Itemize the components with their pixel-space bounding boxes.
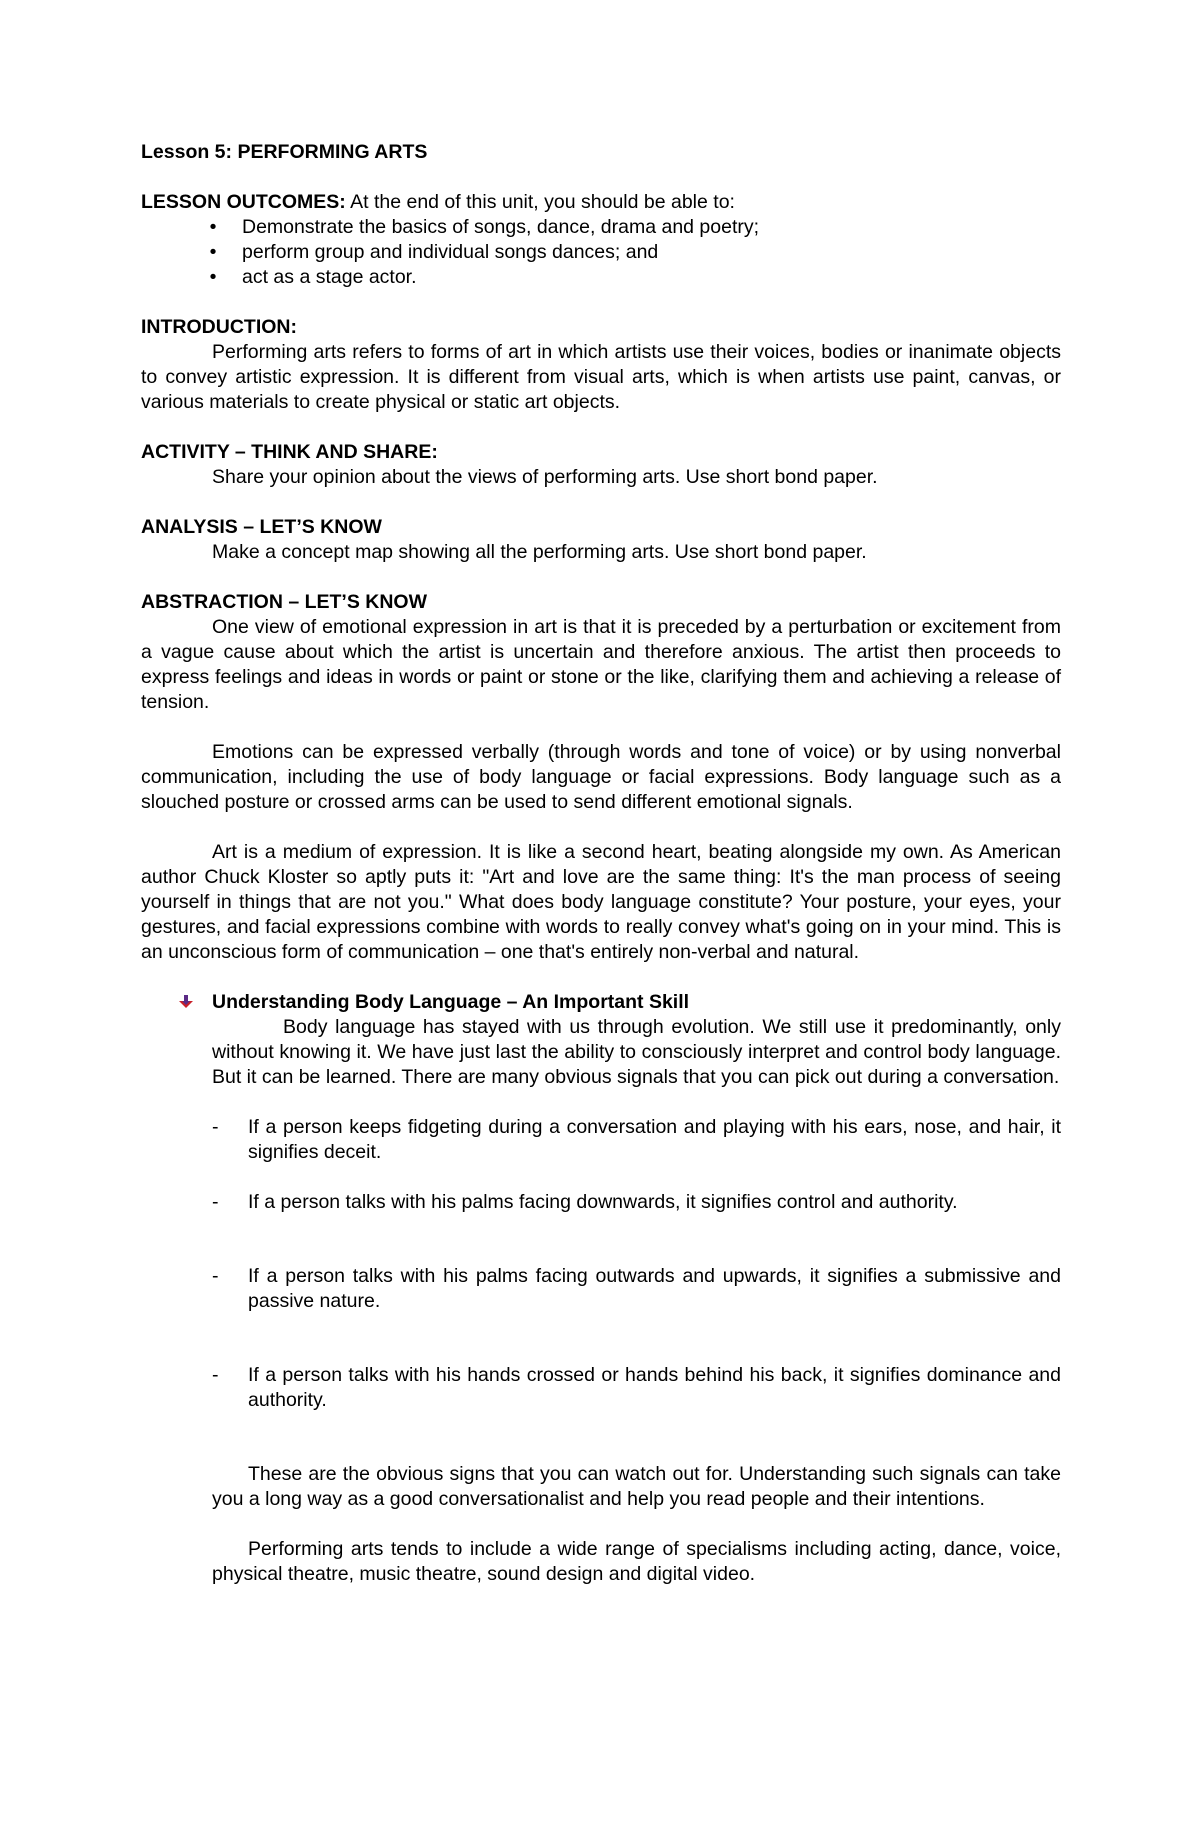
signal-item xyxy=(212,1190,1061,1215)
introduction-heading: INTRODUCTION: xyxy=(141,316,297,338)
analysis-heading: ANALYSIS – LET’S KNOW xyxy=(141,516,382,538)
outcomes-list xyxy=(141,215,1061,290)
analysis-text: Make a concept map showing all the performing arts. Use short bond paper. xyxy=(212,541,867,563)
outcomes-heading: LESSON OUTCOMES: xyxy=(141,191,346,213)
activity-text: Share your opinion about the views of performing arts. Use short bond paper. xyxy=(212,466,878,488)
bullet-icon: • xyxy=(209,266,217,288)
signal-text: If a person talks with his hands crossed or hands behind his back, it signifies dominance and authority. xyxy=(248,1364,1061,1411)
abstraction-section xyxy=(141,590,1061,965)
introduction-section xyxy=(141,315,1061,415)
body-language-heading-row xyxy=(212,990,1061,1015)
outcome-text: act as a stage actor. xyxy=(242,266,417,288)
signal-item xyxy=(212,1115,1061,1165)
outcome-item xyxy=(209,215,1061,240)
abstraction-paragraph: Art is a medium of expression. It is like a second heart, beating alongside my own. As American author Chuck Kloster so aptly puts it: "Art and love are the same thing: It's the man process of seeing yourself in things that are not you." What does body language constitute? Your posture, your eyes, your gestures, and facial expressions combine with words to really convey what's going on in your mind. This is an unconscious form of communication – one that's entirely non-verbal and natural. xyxy=(141,841,1061,963)
outcome-text: Demonstrate the basics of songs, dance, drama and poetry; xyxy=(242,216,760,238)
dash-marker: - xyxy=(212,1364,219,1386)
body-language-section xyxy=(212,990,1061,1587)
signal-text: If a person talks with his palms facing outwards and upwards, it signifies a submissive and passive nature. xyxy=(248,1265,1061,1312)
outcomes-intro: At the end of this unit, you should be able to: xyxy=(345,191,735,213)
outcomes-section xyxy=(141,190,1061,290)
dash-marker: - xyxy=(212,1265,219,1287)
outcome-text: perform group and individual songs dances; and xyxy=(242,241,659,263)
bullet-icon: • xyxy=(209,241,217,263)
closing-paragraph: Performing arts tends to include a wide range of specialisms including acting, dance, voice, physical theatre, music theatre, sound design and digital video. xyxy=(212,1538,1061,1585)
activity-section xyxy=(141,440,1061,490)
closing-paragraph: These are the obvious signs that you can watch out for. Understanding such signals can take you a long way as a good conversationalist and help you read people and their intentions. xyxy=(212,1463,1061,1510)
body-language-heading: Understanding Body Language – An Important Skill xyxy=(212,991,690,1013)
lesson-title: Lesson 5: PERFORMING ARTS xyxy=(141,141,428,163)
activity-heading: ACTIVITY – THINK AND SHARE: xyxy=(141,441,438,463)
arrow-down-bullet-icon xyxy=(178,995,194,1009)
dash-marker: - xyxy=(212,1116,219,1138)
bullet-icon: • xyxy=(209,216,217,238)
signal-item xyxy=(212,1363,1061,1413)
signal-item xyxy=(212,1264,1061,1314)
analysis-section xyxy=(141,515,1061,565)
body-language-intro: Body language has stayed with us through evolution. We still use it predominantly, only without knowing it. We have just last the ability to consciously interpret and control body language. But it can be learned. There are many obvious signals that you can pick out during a conversation. xyxy=(212,1016,1061,1088)
introduction-text: Performing arts refers to forms of art in which artists use their voices, bodies or inanimate objects to convey artistic expression. It is different from visual arts, which is when artists use paint, canvas, or various materials to create physical or static art objects. xyxy=(141,341,1061,413)
outcome-item xyxy=(209,240,1061,265)
abstraction-heading: ABSTRACTION – LET’S KNOW xyxy=(141,591,427,613)
signal-text: If a person keeps fidgeting during a conversation and playing with his ears, nose, and hair, it signifies deceit. xyxy=(248,1116,1061,1163)
outcome-item xyxy=(209,265,1061,290)
signal-text: If a person talks with his palms facing downwards, it signifies control and authority. xyxy=(248,1191,958,1213)
document-page xyxy=(141,140,1061,1587)
abstraction-paragraph: One view of emotional expression in art is that it is preceded by a perturbation or excitement from a vague cause about which the artist is uncertain and therefore anxious. The artist then proceeds to express feelings and ideas in words or paint or stone or the like, clarifying them and achieving a release of tension. xyxy=(141,616,1061,713)
outcomes-line xyxy=(141,190,1061,215)
abstraction-paragraph: Emotions can be expressed verbally (through words and tone of voice) or by using nonverbal communication, including the use of body language or facial expressions. Body language such as a slouched posture or crossed arms can be used to send different emotional signals. xyxy=(141,741,1061,813)
dash-marker: - xyxy=(212,1191,219,1213)
